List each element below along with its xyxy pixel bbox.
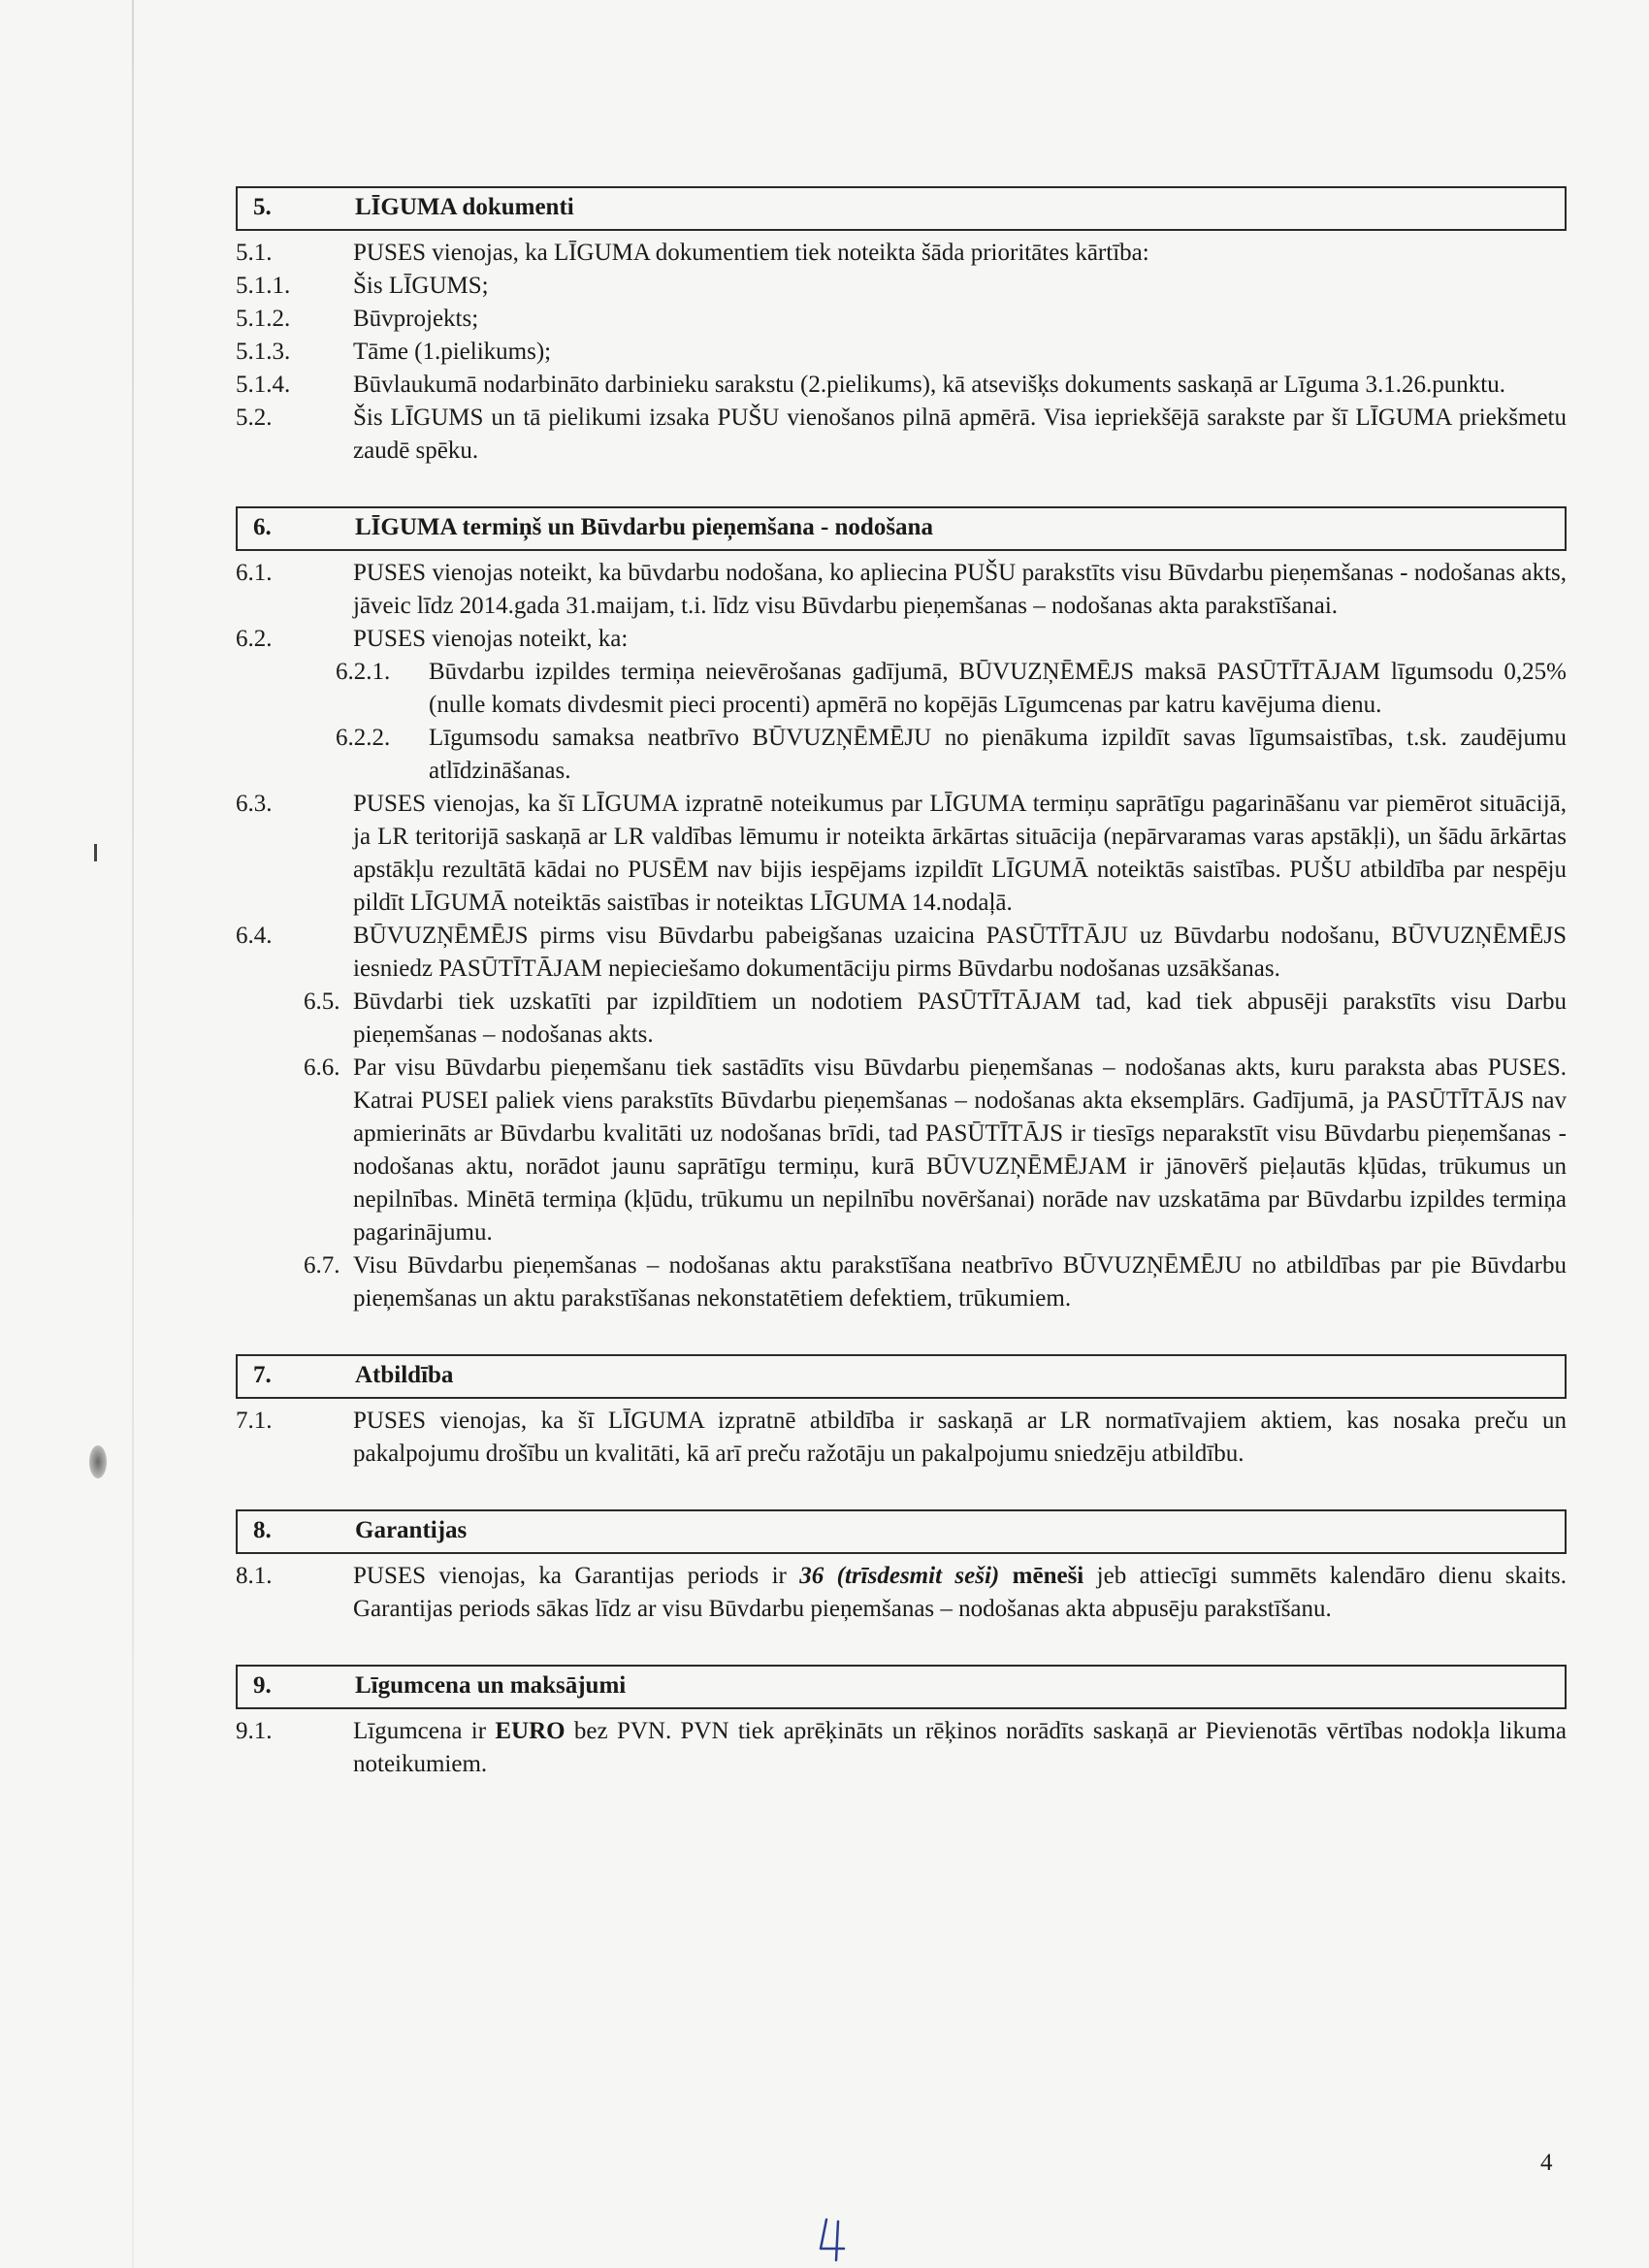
document-body (236, 186, 1567, 1781)
clause-number: 6.5. (304, 988, 340, 1015)
clause (236, 1560, 1567, 1626)
clause-number: 6.3. (236, 791, 273, 817)
clause (236, 402, 1567, 468)
clause (236, 270, 1567, 303)
clause (236, 557, 1567, 623)
clause (236, 1249, 1567, 1315)
clause (236, 369, 1567, 402)
clause (236, 237, 1567, 270)
section-7-header (236, 1354, 1567, 1399)
clause-number: 9.1. (236, 1718, 273, 1744)
currency-emphasis: EURO (495, 1718, 566, 1744)
text-run: jeb attiecīgi summēts kalendāro dienu skaits. Garantijas periods sākas līdz ar visu Būvdarbu pieņemšanas – nodošanas akta abpusēju parakstīšanu. (353, 1563, 1567, 1622)
clause-number: 6.2.1. (336, 659, 391, 685)
clause-text: Līgumsodu samaksa neatbrīvo BŪVUZŅĒMĒJU no pienākuma izpildīt savas līgumsaistības, t.sk. zaudējumu atlīdzināšanas. (429, 725, 1567, 784)
clause-text: PUSES vienojas, ka šī LĪGUMA izpratnē atbildība ir saskaņā ar LR normatīvajiem aktiem, kas nosaka preču un pakalpojumu drošību un kvalitāti, kā arī preču ražotāju un pakalpojumu sniedzēju atbildību. (353, 1408, 1567, 1467)
clause-number: 5.1. (236, 240, 273, 266)
clause-number: 6.7. (304, 1252, 340, 1279)
section-number: 6. (253, 514, 272, 540)
clause-text: PUSES vienojas, ka LĪGUMA dokumentiem tiek noteikta šāda prioritātes kārtība: (353, 240, 1149, 266)
clause-number: 5.1.4. (236, 372, 291, 398)
clause-text (353, 1560, 1567, 1626)
text-run: PUSES vienojas, ka Garantijas periods ir (353, 1563, 800, 1589)
clause-number: 6.1. (236, 560, 273, 586)
punch-hole (89, 1445, 107, 1478)
clause-number: 6.4. (236, 923, 273, 949)
sub-clause (236, 656, 1567, 722)
text-run: Līgumcena ir (353, 1718, 496, 1744)
section-number: 7. (253, 1362, 272, 1388)
section-9-header (236, 1665, 1567, 1709)
clause (236, 986, 1567, 1052)
clause-text: Būvlaukumā nodarbināto darbinieku sarakstu (2.pielikums), kā atsevišķs dokuments saskaņā ar Līguma 3.1.26.punktu. (353, 372, 1505, 398)
margin-mark (94, 844, 97, 861)
handwritten-page-mark (815, 2216, 854, 2262)
clause (236, 623, 1567, 656)
clause-text: Šis LĪGUMS un tā pielikumi izsaka PUŠU vienošanos pilnā apmērā. Visa iepriekšējā sarakste par šī LĪGUMA priekšmetu zaudē spēku. (353, 405, 1567, 464)
clause-text: Būvdarbi tiek uzskatīti par izpildītiem un nodotiem PASŪTĪTĀJAM tad, kad tiek abpusēji parakstīts visu Darbu pieņemšanas – nodošanas akts. (353, 988, 1567, 1048)
clause-text: PUSES vienojas noteikt, ka: (353, 626, 629, 652)
clause-number: 5.1.3. (236, 339, 291, 365)
clause-text: Šis LĪGUMS; (353, 273, 489, 299)
clause-text: Par visu Būvdarbu pieņemšanu tiek sastādīts visu Būvdarbu pieņemšanas – nodošanas akts, kuru paraksta abas PUSES. Katrai PUSEI paliek viens parakstīts Būvdarbu pieņemšanas – nodošanas akta eksemplārs. Gadījumā, ja PASŪTĪTĀJS nav apmierināts ar Būvdarbu kvalitāti uz nodošanas brīdi, tad PASŪTĪTĀJS ir tiesīgs neparakstīt visu Būvdarbu pieņemšanas - nodošanas aktu, norādot jaunu saprātīgu termiņu, kurā BŪVUZŅĒMĒJAM ir jānovērš pieļautās kļūdas, trūkumus un nepilnības. Minētā termiņa (kļūdu, trūkumu un nepilnību novēršanai) norāde nav uzskatāma par Būvdarbu izpildes termiņa pagarinājumu. (353, 1054, 1567, 1246)
clause-text: Tāme (1.pielikums); (353, 339, 552, 365)
clause-text: Būvprojekts; (353, 306, 479, 332)
section-6-header (236, 506, 1567, 551)
section-8-header (236, 1509, 1567, 1554)
clause-text: Visu Būvdarbu pieņemšanas – nodošanas aktu parakstīšana neatbrīvo BŪVUZŅĒMĒJU no atbildības par pie Būvdarbu pieņemšanas un aktu parakstīšanas nekonstatētiem defektiem, trūkumiem. (353, 1252, 1567, 1312)
clause-number: 6.2.2. (336, 725, 391, 751)
clause-number: 5.1.1. (236, 273, 291, 299)
section-number: 9. (253, 1672, 272, 1699)
clause (236, 1052, 1567, 1249)
section-title: Garantijas (355, 1517, 468, 1543)
section-title: Līgumcena un maksājumi (355, 1672, 627, 1699)
clause-number: 7.1. (236, 1408, 273, 1434)
clause-number: 6.6. (304, 1054, 340, 1081)
warranty-unit-emphasis: mēneši (999, 1563, 1084, 1589)
section-title: Atbildība (355, 1362, 454, 1388)
clause-number: 5.2. (236, 405, 273, 431)
section-title: LĪGUMA termiņš un Būvdarbu pieņemšana - nodošana (355, 514, 933, 540)
clause (236, 1715, 1567, 1781)
clause-number: 6.2. (236, 626, 273, 652)
warranty-period-emphasis: 36 (trīsdesmit seši) (799, 1563, 1000, 1589)
clause-text: PUSES vienojas noteikt, ka būvdarbu nodošana, ko apliecina PUŠU parakstīts visu Būvdarbu pieņemšanas - nodošanas akts, jāveic līdz 2014.gada 31.maijam, t.i. līdz visu Būvdarbu pieņemšanas – nodošanas akta parakstīšanai. (353, 560, 1567, 619)
clause-number: 8.1. (236, 1563, 273, 1589)
sub-clause (236, 722, 1567, 788)
clause (236, 1405, 1567, 1471)
clause-text: PUSES vienojas, ka šī LĪGUMA izpratnē noteikumus par LĪGUMA termiņu saprātīgu pagarināšanu var piemērot situācijā, ja LR teritorijā saskaņā ar LR valdības lēmumu ir noteikta ārkārtas situācija (nepārvaramas varas apstākļi), un šādu ārkārtas apstākļu rezultātā kādai no PUSĒM nav bijis iespējams izpildīt LĪGUMĀ noteiktās saistības. PUŠU atbildība par nespēju pildīt LĪGUMĀ noteiktās saistības ir noteiktas LĪGUMA 14.nodaļā. (353, 791, 1567, 916)
clause-text (353, 1715, 1567, 1781)
clause-text: Būvdarbu izpildes termiņa neievērošanas gadījumā, BŪVUZŅĒMĒJS maksā PASŪTĪTĀJAM līgumsodu 0,25% (nulle komats divdesmit pieci procenti) apmērā no kopējās Līgumcenas par katru kavējuma dienu. (429, 659, 1567, 718)
page-number: 4 (1540, 2150, 1553, 2176)
text-run: bez PVN. PVN tiek aprēķināts un rēķinos norādīts saskaņā ar Pievienotās vērtības nodokļa likuma noteikumiem. (353, 1718, 1567, 1777)
clause (236, 788, 1567, 920)
clause-number: 5.1.2. (236, 306, 291, 332)
clause (236, 336, 1567, 369)
section-5-header (236, 186, 1567, 231)
section-number: 8. (253, 1517, 272, 1543)
clause-text: BŪVUZŅĒMĒJS pirms visu Būvdarbu pabeigšanas uzaicina PASŪTĪTĀJU uz Būvdarbu nodošanu, BŪVUZŅĒMĒJS iesniedz PASŪTĪTĀJAM nepieciešamo dokumentāciju pirms Būvdarbu nodošanas uzsākšanas. (353, 923, 1567, 982)
clause (236, 303, 1567, 336)
page-edge (132, 0, 134, 2268)
section-number: 5. (253, 194, 272, 220)
section-title: LĪGUMA dokumenti (355, 194, 574, 220)
clause (236, 920, 1567, 986)
